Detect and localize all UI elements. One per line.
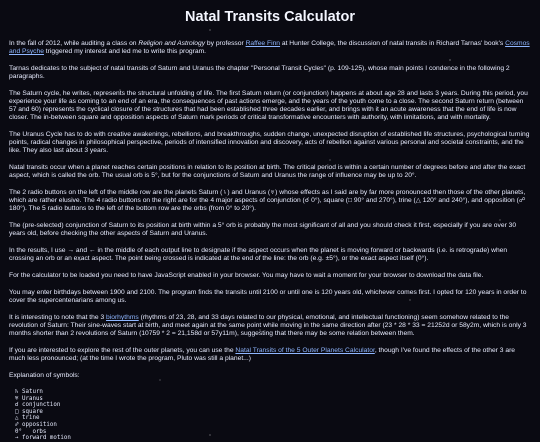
paragraph-conjunction: The (pre-selected) conjunction of Saturn to its position at birth within a 5° orb is probably the most significant of all and you should check it first, especially if you are over 30 years old, before checking the other aspects of Saturn and Uranus.	[9, 222, 517, 237]
paragraph-tarnas-chapter: Tarnas dedicates to the subject of natal transits of Saturn and Uranus the chapter "Personal Transit Cycles" (p. 109-125), whose main points I condence in the following 2 paragraphs.	[9, 65, 510, 80]
paragraph-uranus-cycle: The Uranus Cycle has to do with creative awakenings, rebellions, and breakthroughs, sudden change, unexpected disruption of established life structures, psychological turning points, radical changes in philosophical perspective, periods of intensified innovation and discovery, acts of rebellion against various personal and societal constraints, and the like. They also last about 3 years.	[9, 131, 530, 154]
symbols-list	[15, 389, 531, 442]
symbol-square: □ square	[15, 408, 43, 415]
symbol-uranus: ♅ Uranus	[15, 395, 43, 402]
paragraph-javascript: For the calculator to be loaded you need to have JavaScript enabled in your browser. You may have to wait a moment for your browser to download the data file.	[9, 272, 484, 279]
page-title: Natal Transits Calculator	[184, 9, 356, 25]
intro-paragraph: In the fall of 2012, while auditing a class on Religion and Astrology by professor Raffee Finn at Hunter College, the discussion of natal transits in Richard Tarnas' book's Cosmos and Psyche triggered my interest and led me to write this program.	[9, 40, 530, 55]
link-biorhythms[interactable]: biorhythms	[106, 314, 139, 321]
symbol-conjunction: ☌ conjunction	[15, 402, 61, 409]
symbol-orbs: 0° orbs	[15, 428, 47, 435]
paragraph-outer-planets: If you are interested to explore the rest of the outer planets, you can use the Natal Transits of the 5 Outer Planets Calculator, though I've found the effects of the other 3 are much less pronounced; (at the time I wrote the program, Pluto was still a planet...)	[9, 347, 516, 362]
link-outer-planets-calculator[interactable]: Natal Transits of the 5 Outer Planets Calculator	[235, 347, 375, 354]
symbol-opposition: ☍ opposition	[15, 421, 57, 428]
paragraph-biorhythms: It is interesting to note that the 3 biorhythms (rhythms of 23, 28, and 33 days related to our physical, emotional, and intellectual functioning) seem somehow related to the revolution of Saturn: Their sine-waves start at birth, and meet again at the same point while moving in the same direction after (23 * 28 * 33 = 21252d or 58y2m, which is only 3 months shorter than 2 revolutions of Saturn (10759 * 2 = 21,158d or 57y11m), suggesting that there may be some relation between them.	[9, 314, 527, 337]
paragraph-radio-buttons: The 2 radio buttons on the left of the middle row are the planets Saturn (♄) and Uranus (♅) whose effects as I said are by far more pronounced then those of the other planets, which are rather elusive. The 4 radio buttons on the right are for the 4 major aspects of conjunction (☌ 0°), square (□ 90° and 270°), trine (△ 120° and 240°), and opposition (☍ 180°). The 5 radio buttons to the left of the bottom row are the orbs (from 0° to 20°).	[9, 189, 526, 212]
symbol-forward-motion: → forward motion	[15, 435, 71, 442]
symbol-saturn: ♄ Saturn	[15, 389, 43, 395]
paragraph-birthdays: You may enter birthdays between 1900 and 2100. The program finds the transits until 2100 or until one is 120 years old, whichever comes first. I opted for 120 years in order to cover the supercentenarians among us.	[9, 289, 527, 304]
symbol-trine: △ trine	[15, 415, 40, 422]
paragraph-saturn-cycle: The Saturn cycle, he writes, represents the structural unfolding of life. The first Saturn return (or conjunction) happens at about age 28 and lasts 3 years. During this period, you experience your life as coming to an end of an era, the consequences of past actions emerge, and the years of the youth come to a close. The second Saturn return (between 57 and 60) represents the cyclical closure of the structures that had been established three decades earlier, and brings with it an acute awareness that the end of life is now closer. The in-between square and opposition aspects of Saturn mark periods of critical transformative encounters with authority, with limitations, and with mortality.	[9, 90, 528, 121]
link-raffee-finn[interactable]: Raffee Finn	[245, 40, 281, 47]
link-cosmos-and-psyche[interactable]: Cosmos and Psyche	[9, 40, 530, 55]
symbols-heading: Explanation of symbols:	[9, 372, 80, 379]
paragraph-arrows: In the results, I use → and ← in the middle of each output line to designate if the aspect occurs when the planet is moving forward or backwards (i.e. is retrograde) when crossing an orb or an exact aspect. The point being crossed is indicated at the end of the line: the orb (e.g. ±5°), or the exact aspect itself (0°).	[9, 247, 508, 262]
paragraph-natal-transits: Natal transits occur when a planet reaches certain positions in relation to its position at birth. The critical period is within a certain number of degrees before and after the exact aspect, which is called the orb. The usual orb is 5°, but for the conjunctions of Saturn and Uranus the range of influence may be up to 20°.	[9, 164, 526, 179]
